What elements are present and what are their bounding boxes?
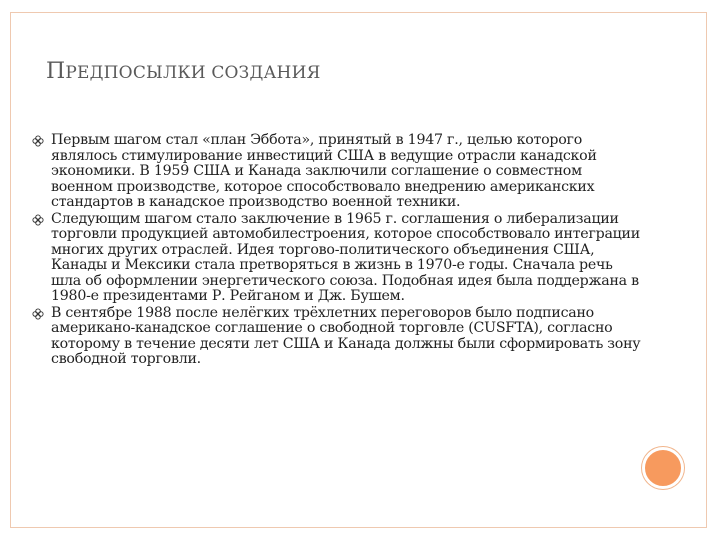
bullet-item (32, 133, 644, 211)
bullet-text: В сентябре 1988 после нелёгких трёхлетних переговоров было подписано американо-канадское соглашение о свободной торговле (CUSFTA), согласно которому в течение десяти лет США и Канада должны были сформировать зону свободной торговли. (51, 304, 641, 367)
slide-title (46, 58, 321, 87)
flower-bullet-icon (32, 135, 44, 147)
slide-title-first-letter: П (46, 59, 66, 84)
decorative-orange-circle (642, 447, 684, 489)
bullet-text: Первым шагом стал «план Эббота», принятый в 1947 г., целью которого являлось стимулирование инвестиций США в ведущие отрасли канадской экономики. В 1959 США и Канада заключили соглашение о совместном военном производстве, которое способствовало внедрению американских стандартов в канадское производство военной техники. (51, 132, 597, 210)
bullet-list (32, 133, 644, 369)
slide-title-rest: РЕДПОСЫЛКИ СОЗДАНИЯ (65, 63, 321, 83)
flower-bullet-icon (32, 214, 44, 226)
bullet-item (32, 212, 644, 305)
bullet-item (32, 306, 644, 368)
bullet-text: Следующим шагом стало заключение в 1965 г. соглашения о либерализации торговли продукцией автомобилестроения, которое способствовало интеграции многих других отраслей. Идея торгово-политического объединения США, Канады и Мексики стала претворяться в жизнь в 1970-е годы. Сначала речь шла об оформлении энергетического союза. Подобная идея была поддержана в 1980-е президентами Р. Рейганом и Дж. Бушем. (51, 210, 640, 304)
flower-bullet-icon (32, 308, 44, 320)
